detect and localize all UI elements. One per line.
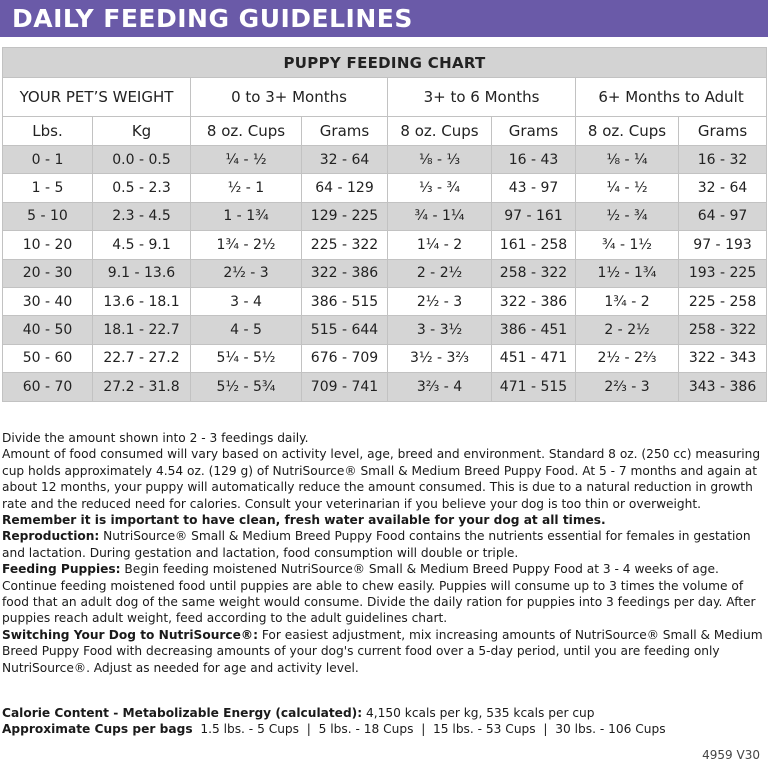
table-cell: 225 - 322 <box>302 231 388 259</box>
table-cell: ⅛ - ⅓ <box>388 146 492 174</box>
table-cell: 709 - 741 <box>302 373 388 401</box>
switching-label: Switching Your Dog to NutriSource®: <box>2 627 258 642</box>
age-group-header: 6+ Months to Adult <box>576 78 767 117</box>
table-cell: 322 - 343 <box>679 344 767 372</box>
table-cell: 386 - 451 <box>492 316 576 344</box>
table-row <box>3 146 767 174</box>
amount-note: Amount of food consumed will vary based on activity level, age, breed and environment. Standard 8 oz. (250 cc) measuring cup holds approximately 4.54 oz. (129 g) of NutriSource® Small & Medium Breed Puppy Food. At 5 - 7 months and again at about 12 months, your puppy will automatically reduce the amount consumed. This is due to a natural reduction in growth rate and the reduced need for calories. Consult your veterinarian if you believe your dog is too thin or overweight. <box>2 447 761 511</box>
feeding-notes <box>2 430 768 676</box>
table-cell: ⅓ - ¾ <box>388 174 492 202</box>
table-row <box>3 344 767 372</box>
unit-header: Grams <box>679 117 767 146</box>
table-cell: 43 - 97 <box>492 174 576 202</box>
table-cell: 2½ - 3 <box>191 259 302 287</box>
table-cell: 18.1 - 22.7 <box>93 316 191 344</box>
table-row <box>3 259 767 287</box>
product-code: 4959 V30 <box>702 748 760 762</box>
unit-header: 8 oz. Cups <box>576 117 679 146</box>
calorie-label: Calorie Content - Metabolizable Energy (calculated): <box>2 706 363 720</box>
table-cell: 97 - 161 <box>492 202 576 230</box>
table-cell: 3⅔ - 4 <box>388 373 492 401</box>
calorie-content <box>2 705 768 721</box>
table-cell: 0 - 1 <box>3 146 93 174</box>
unit-header: 8 oz. Cups <box>191 117 302 146</box>
table-cell: 32 - 64 <box>302 146 388 174</box>
table-cell: 2 - 2½ <box>388 259 492 287</box>
age-group-header: 0 to 3+ Months <box>191 78 388 117</box>
feeding-puppies-label: Feeding Puppies: <box>2 562 121 577</box>
table-cell: 2⅔ - 3 <box>576 373 679 401</box>
table-cell: 22.7 - 27.2 <box>93 344 191 372</box>
table-row <box>3 287 767 315</box>
switching-note <box>2 627 768 676</box>
table-cell: 322 - 386 <box>492 287 576 315</box>
table-cell: 1¾ - 2 <box>576 287 679 315</box>
table-cell: 193 - 225 <box>679 259 767 287</box>
weight-header: YOUR PET’S WEIGHT <box>3 78 191 117</box>
chart-title: PUPPY FEEDING CHART <box>3 48 767 78</box>
table-cell: 471 - 515 <box>492 373 576 401</box>
table-cell: 10 - 20 <box>3 231 93 259</box>
water-note: Remember it is important to have clean, fresh water available for your dog at all times. <box>2 513 606 528</box>
table-cell: ¼ - ½ <box>191 146 302 174</box>
table-cell: 0.0 - 0.5 <box>93 146 191 174</box>
table-cell: 5¼ - 5½ <box>191 344 302 372</box>
table-cell: 30 - 40 <box>3 287 93 315</box>
table-cell: 60 - 70 <box>3 373 93 401</box>
divide-note: Divide the amount shown into 2 - 3 feedings daily. <box>2 431 309 445</box>
table-cell: 386 - 515 <box>302 287 388 315</box>
table-cell: 13.6 - 18.1 <box>93 287 191 315</box>
reproduction-note <box>2 528 768 561</box>
table-cell: 2½ - 3 <box>388 287 492 315</box>
table-cell: 2 - 2½ <box>576 316 679 344</box>
table-cell: 3½ - 3⅔ <box>388 344 492 372</box>
table-cell: 676 - 709 <box>302 344 388 372</box>
table-cell: 50 - 60 <box>3 344 93 372</box>
table-cell: 1 - 1¾ <box>191 202 302 230</box>
puppy-feeding-chart <box>2 47 767 402</box>
table-cell: 5½ - 5¾ <box>191 373 302 401</box>
calorie-section <box>2 705 768 738</box>
unit-header: 8 oz. Cups <box>388 117 492 146</box>
table-cell: ½ - 1 <box>191 174 302 202</box>
table-cell: 16 - 32 <box>679 146 767 174</box>
table-cell: 4.5 - 9.1 <box>93 231 191 259</box>
table-row <box>3 316 767 344</box>
table-cell: 64 - 97 <box>679 202 767 230</box>
age-group-header: 3+ to 6 Months <box>388 78 576 117</box>
table-cell: ⅛ - ¼ <box>576 146 679 174</box>
table-cell: 0.5 - 2.3 <box>93 174 191 202</box>
table-cell: ¾ - 1¼ <box>388 202 492 230</box>
feeding-puppies-note <box>2 561 768 627</box>
unit-header: Grams <box>492 117 576 146</box>
table-row <box>3 202 767 230</box>
table-cell: 27.2 - 31.8 <box>93 373 191 401</box>
table-cell: 16 - 43 <box>492 146 576 174</box>
cups-value: 1.5 lbs. - 5 Cups | 5 lbs. - 18 Cups | 15 lbs. - 53 Cups | 30 lbs. - 106 Cups <box>192 722 666 737</box>
table-cell: 451 - 471 <box>492 344 576 372</box>
table-cell: 161 - 258 <box>492 231 576 259</box>
table-cell: 20 - 30 <box>3 259 93 287</box>
table-cell: 515 - 644 <box>302 316 388 344</box>
table-cell: 225 - 258 <box>679 287 767 315</box>
cups-per-bag <box>2 721 768 737</box>
table-cell: 3 - 4 <box>191 287 302 315</box>
table-cell: 258 - 322 <box>492 259 576 287</box>
table-cell: 1¼ - 2 <box>388 231 492 259</box>
table-cell: 2½ - 2⅔ <box>576 344 679 372</box>
table-cell: 129 - 225 <box>302 202 388 230</box>
unit-header: Kg <box>93 117 191 146</box>
table-cell: 32 - 64 <box>679 174 767 202</box>
reproduction-text: NutriSource® Small & Medium Breed Puppy Food contains the nutrients essential for females in gestation and lactation. During gestation and lactation, food consumption will double or triple. <box>2 529 751 560</box>
calorie-value: 4,150 kcals per kg, 535 kcals per cup <box>362 706 595 720</box>
cups-label: Approximate Cups per bags <box>2 722 193 737</box>
table-row <box>3 174 767 202</box>
reproduction-label: Reproduction: <box>2 529 100 544</box>
table-cell: 2.3 - 4.5 <box>93 202 191 230</box>
switching-text: For easiest adjustment, mix increasing amounts of NutriSource® Small & Medium Breed Puppy Food with decreasing amounts of your dog's current food over a 5-day period, until you are feeding only NutriSource®. Adjust as needed for age and activity level. <box>2 627 763 675</box>
table-cell: 5 - 10 <box>3 202 93 230</box>
table-cell: 97 - 193 <box>679 231 767 259</box>
feeding-puppies-text: Begin feeding moistened NutriSource® Small & Medium Breed Puppy Food at 3 - 4 weeks of age. Continue feeding moistened food until puppies are able to chew easily. Puppies will consume up to 3 times the volume of food that an adult dog of the same weight would consume. Divide the daily ration for puppies into 3 feedings per day. After puppies reach adult weight, feed according to the adult guidelines chart. <box>2 562 756 626</box>
table-cell: 258 - 322 <box>679 316 767 344</box>
table-cell: 9.1 - 13.6 <box>93 259 191 287</box>
table-cell: 322 - 386 <box>302 259 388 287</box>
table-row <box>3 231 767 259</box>
unit-header: Grams <box>302 117 388 146</box>
page-title-banner: DAILY FEEDING GUIDELINES <box>0 0 768 37</box>
table-cell: 1 - 5 <box>3 174 93 202</box>
table-cell: 3 - 3½ <box>388 316 492 344</box>
table-cell: 1½ - 1¾ <box>576 259 679 287</box>
table-cell: 40 - 50 <box>3 316 93 344</box>
table-row <box>3 373 767 401</box>
table-cell: ¼ - ½ <box>576 174 679 202</box>
table-cell: 4 - 5 <box>191 316 302 344</box>
unit-header: Lbs. <box>3 117 93 146</box>
table-cell: ¾ - 1½ <box>576 231 679 259</box>
table-cell: 1¾ - 2½ <box>191 231 302 259</box>
table-cell: 343 - 386 <box>679 373 767 401</box>
table-cell: ½ - ¾ <box>576 202 679 230</box>
table-cell: 64 - 129 <box>302 174 388 202</box>
